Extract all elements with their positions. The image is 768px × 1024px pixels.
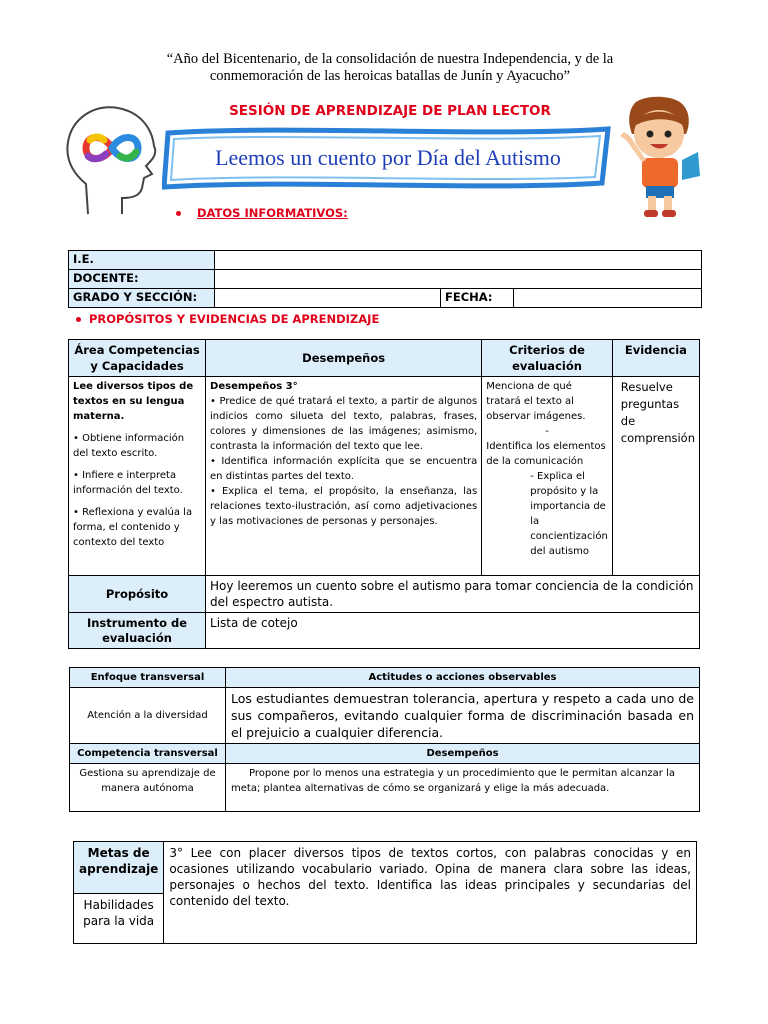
desempeno-item: • Explica el tema, el propósito, la enseñanza, las relaciones texto-ilustración, así como adjetivaciones y las motivaciones de personas y personajes. [210,486,478,527]
banner-title: Leemos un cuento por Día del Autismo [215,145,561,170]
goals-table [73,841,697,944]
session-title: SESIÓN DE APRENDIZAJE DE PLAN LECTOR [229,103,551,119]
actitudes-value: Los estudiantes demuestran tolerancia, apertura y respeto a cada uno de sus compañeros, evitando cualquier forma de discriminación basada en el prejuicio a cualquier diferencia. [226,688,700,744]
title-banner [162,125,614,191]
header-area: Área Competencias y Capacidades [69,340,206,377]
capacidad-item: • Infiere e interpreta información del texto. [73,470,183,496]
brain-infinity-icon [60,100,165,218]
habilidades-label: Habilidades para la vida [74,894,164,944]
section-propositos: PROPÓSITOS Y EVIDENCIAS DE APRENDIZAJE [76,312,379,326]
desempenos-value: Propone por lo menos una estrategia y un procedimiento que le permitan alcanzar la meta; plantea alternativas de cómo se organizará y elige la más adecuada. [226,764,700,812]
actitudes-header: Actitudes o acciones observables [226,668,700,688]
proposito-label: Propósito [69,576,206,613]
metas-text: 3° Lee con placer diversos tipos de textos cortos, con palabras conocidas y en ocasiones utilizando vocabulario variado. Opina de manera clara sobre las ideas, personajes o hechos del texto. Identifica las ideas principales y secundarias del contenido del texto. [164,842,697,944]
competencias-cell [69,377,206,576]
header-criterios: Criterios de evaluación [482,340,613,377]
metas-label: Metas de aprendizaje [74,842,164,894]
instrumento-text: Lista de cotejo [206,613,700,649]
ie-label: I.E. [69,251,215,270]
criterio-item: Identifica los elementos de la comunicación [486,441,606,467]
enfoque-header: Enfoque transversal [70,668,226,688]
capacidad-item: • Obtiene información del texto escrito. [73,433,185,459]
grado-field[interactable] [215,289,441,308]
criterios-cell [482,377,613,576]
criterio-item: Menciona de qué tratará el texto al observar imágenes. [486,381,586,422]
waving-child-illustration [612,96,707,221]
competencia-header: Competencia transversal [70,744,226,764]
header-desempenos: Desempeños [206,340,482,377]
desempenos-title: Desempeños 3° [210,381,298,392]
evidencia-cell: Resuelve preguntas de comprensión [612,377,699,576]
bullet-icon [176,211,181,216]
enfoque-value: Atención a la diversidad [70,688,226,744]
docente-field[interactable] [215,270,702,289]
desempeno-item: • Identifica información explícita que se encuentra en distintas partes del texto. [210,456,478,482]
learning-table [68,339,700,649]
capacidad-item: • Reflexiona y evalúa la forma, el contenido y contexto del texto [73,507,193,548]
desempeno-item: • Predice de qué tratará el texto, a partir de algunos indicios como silueta del texto, palabras, frases, colores y dimensiones de las imágenes; asimismo, contrasta la información del texto que lee. [210,396,478,452]
docente-label: DOCENTE: [69,270,215,289]
header-evidencia: Evidencia [612,340,699,377]
bullet-icon [76,317,81,322]
criterio-item: - Explica el propósito y la importancia de la concientización del autismo [530,471,608,557]
desempenos-header: Desempeños [226,744,700,764]
competencia-text: Lee diversos tipos de textos en su lengua materna. [73,381,194,422]
desempenos-cell [206,377,482,576]
proposito-text: Hoy leeremos un cuento sobre el autismo para tomar conciencia de la condición del espectro autista. [206,576,700,613]
grado-label: GRADO Y SECCIÓN: [69,289,215,308]
ie-field[interactable] [215,251,702,270]
transversal-table [69,667,700,812]
info-table [68,250,702,308]
instrumento-label: Instrumento de evaluación [69,613,206,649]
fecha-label: FECHA: [441,289,514,308]
year-motto: “Año del Bicentenario, de la consolidación de nuestra Independencia, y de la conmemoración de las heroicas batallas de Junín y Ayacucho” [166,51,614,84]
section-datos-informativos: DATOS INFORMATIVOS: [176,206,348,220]
fecha-field[interactable] [514,289,702,308]
criterio-item: - [545,426,549,437]
competencia-value: Gestiona su aprendizaje de manera autónoma [70,764,226,812]
